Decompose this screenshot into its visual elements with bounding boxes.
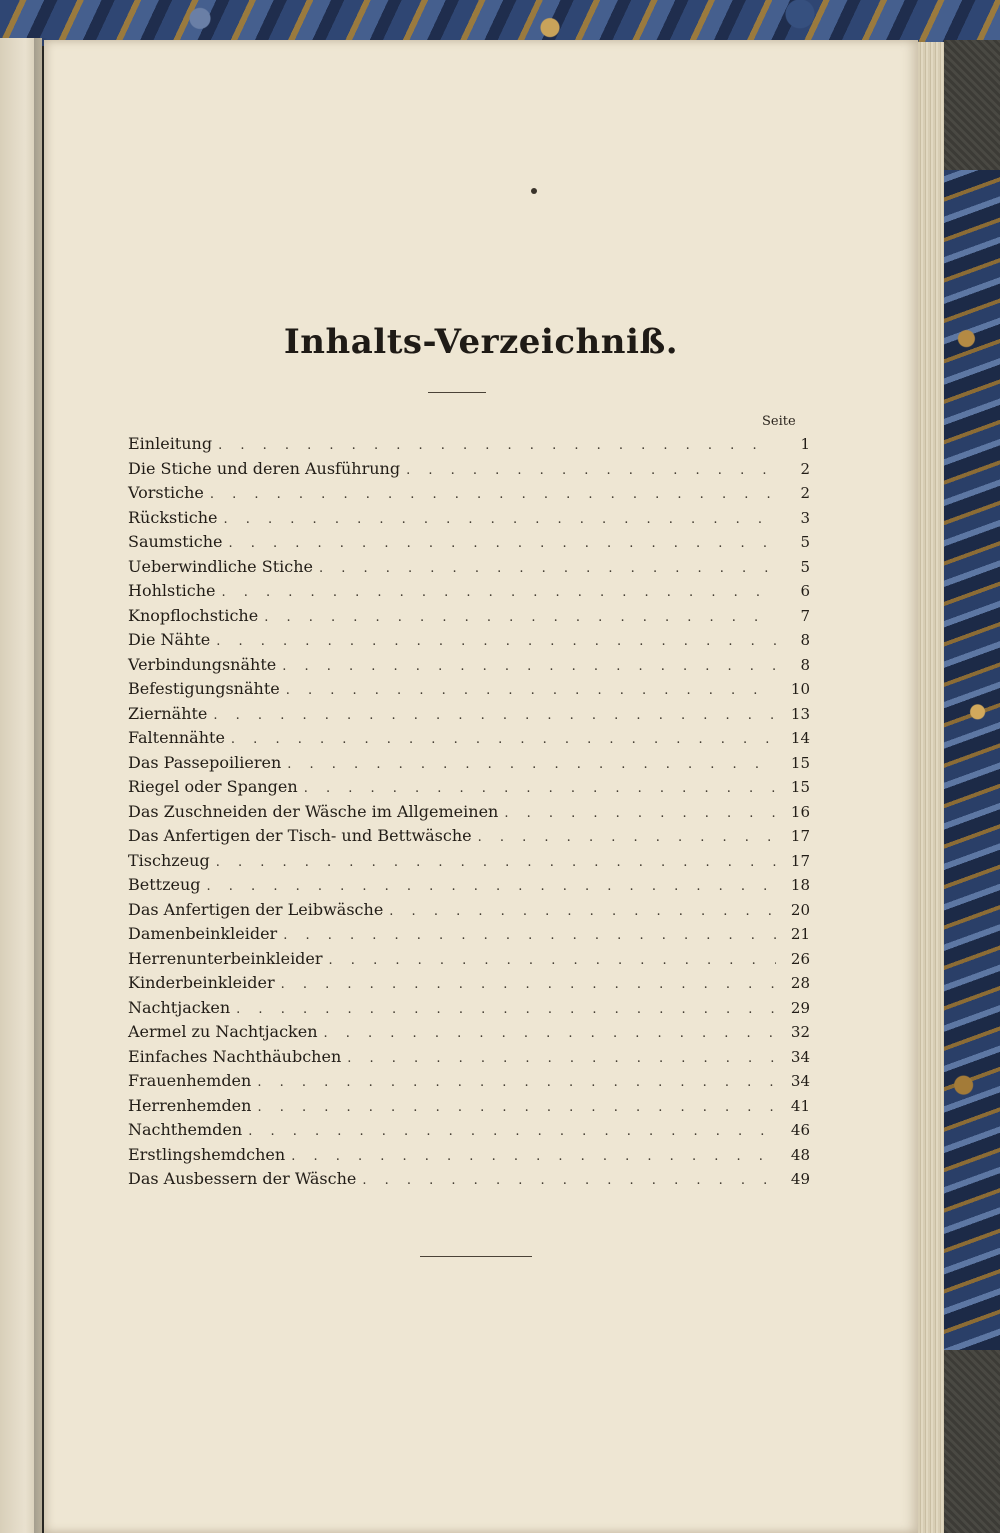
toc-entry-label: Die Nähte (128, 630, 211, 649)
toc-entry-page: 16 (790, 802, 810, 821)
leader-dots (319, 561, 776, 576)
toc-entry-label: Das Ausbessern der Wäsche (128, 1169, 357, 1188)
toc-entry-label: Riegel oder Spangen (128, 777, 298, 796)
leader-dots (224, 512, 777, 527)
toc-entry-page: 29 (790, 998, 810, 1017)
toc-entry-label: Rückstiche (128, 507, 218, 527)
leader-dots (210, 487, 776, 502)
toc-entry (128, 483, 810, 508)
toc-entry-label: Ueberwindliche Stiche (128, 556, 313, 576)
toc-entry-label: Einfaches Nachthäubchen (128, 1046, 342, 1066)
toc-entry-label: Erstlingshemdchen (128, 1144, 286, 1164)
toc-entry-label: Das Anfertigen der Leibwäsche (128, 899, 384, 919)
toc-entry-label: Vorstiche (128, 483, 204, 502)
leader-dots (406, 463, 776, 478)
toc-entry-label: Befestigungsnähte (128, 679, 280, 698)
leader-dots (324, 1026, 777, 1041)
title-divider (428, 392, 486, 393)
leader-dots (282, 659, 776, 674)
ink-dot (531, 188, 537, 194)
toc-entry (128, 434, 810, 459)
toc-entry (128, 802, 810, 827)
toc-entry-page: 14 (790, 729, 810, 747)
toc-entry (128, 728, 810, 753)
toc-entry-page: 2 (800, 484, 810, 502)
leader-dots (264, 610, 776, 625)
toc-entry (128, 753, 810, 778)
toc-entry-page: 1 (800, 435, 810, 453)
marbled-cover-edge (944, 40, 1000, 1533)
toc-entry-page: 7 (800, 606, 810, 625)
leader-dots (304, 781, 776, 796)
toc-entry-page: 15 (790, 753, 810, 772)
toc-entry (128, 826, 810, 851)
toc-entry (128, 655, 810, 680)
toc-entry-page: 18 (790, 876, 810, 894)
leader-dots (283, 928, 776, 943)
toc-entry (128, 1096, 810, 1121)
leader-dots (389, 904, 776, 919)
toc-entry-page: 17 (790, 827, 810, 845)
leader-dots (236, 1002, 776, 1017)
closing-divider (420, 1256, 532, 1257)
leader-dots (286, 683, 776, 698)
toc-entry-label: Bettzeug (128, 875, 201, 894)
table-of-contents (128, 434, 810, 1194)
leader-dots (216, 634, 776, 649)
page-column-header: Seite (762, 414, 796, 429)
toc-entry-page: 17 (790, 851, 810, 870)
toc-entry (128, 875, 810, 900)
toc-entry (128, 704, 810, 729)
toc-entry (128, 900, 810, 925)
toc-entry-label: Nachthemden (128, 1120, 243, 1139)
toc-entry (128, 998, 810, 1023)
toc-entry-label: Knopflochstiche (128, 605, 259, 625)
toc-entry (128, 679, 810, 704)
toc-entry-page: 49 (790, 1170, 810, 1188)
toc-entry-label: Die Stiche und deren Ausführung (128, 458, 401, 478)
toc-entry-page: 28 (790, 974, 810, 992)
leader-dots (362, 1173, 776, 1188)
toc-entry (128, 557, 810, 582)
cloth-cover-corner-bottom (944, 1350, 1000, 1533)
toc-entry-page: 3 (800, 508, 810, 527)
toc-entry-label: Nachtjacken (128, 997, 231, 1017)
toc-entry-label: Herrenhemden (128, 1095, 252, 1115)
toc-entry-page: 5 (800, 533, 810, 551)
leader-dots (347, 1051, 776, 1066)
toc-entry-page: 41 (790, 1096, 810, 1115)
toc-entry-label: Herrenunterbeinkleider (128, 948, 323, 968)
toc-entry-label: Frauenhemden (128, 1071, 252, 1090)
leader-dots (257, 1075, 776, 1090)
leader-dots (213, 708, 776, 723)
toc-entry (128, 1022, 810, 1047)
toc-entry-page: 26 (790, 949, 810, 968)
toc-entry (128, 924, 810, 949)
toc-entry-page: 32 (790, 1023, 810, 1041)
toc-entry-page: 48 (790, 1145, 810, 1164)
leader-dots (281, 977, 776, 992)
toc-entry-label: Aermel zu Nachtjacken (128, 1022, 318, 1041)
leader-dots (504, 806, 776, 821)
page-title: Inhalts-Verzeichniß. (283, 322, 679, 362)
toc-entry-label: Saumstiche (128, 532, 223, 551)
toc-entry (128, 1169, 810, 1194)
cloth-cover-corner-top (944, 40, 1000, 170)
leader-dots (329, 953, 776, 968)
toc-entry-page: 8 (800, 631, 810, 649)
toc-entry-page: 34 (790, 1072, 810, 1090)
toc-entry-label: Kinderbeinkleider (128, 973, 275, 992)
toc-entry-label: Einleitung (128, 434, 213, 453)
toc-entry-page: 2 (800, 459, 810, 478)
toc-entry (128, 606, 810, 631)
toc-entry-page: 6 (800, 582, 810, 600)
page-stack-edge (918, 42, 944, 1533)
toc-entry-label: Das Anfertigen der Tisch- und Bettwäsche (128, 826, 472, 845)
toc-entry (128, 777, 810, 802)
toc-entry-label: Damenbeinkleider (128, 924, 278, 943)
toc-entry-label: Tischzeug (128, 850, 210, 870)
toc-entry (128, 1071, 810, 1096)
toc-entry (128, 949, 810, 974)
toc-entry (128, 630, 810, 655)
toc-entry-page: 8 (800, 655, 810, 674)
toc-entry (128, 1145, 810, 1170)
toc-entry-page: 5 (800, 557, 810, 576)
leader-dots (216, 855, 776, 870)
toc-entry (128, 581, 810, 606)
toc-entry-label: Hohlstiche (128, 581, 216, 600)
leader-dots (218, 438, 776, 453)
toc-entry-page: 46 (790, 1121, 810, 1139)
leader-dots (222, 585, 777, 600)
toc-entry (128, 1120, 810, 1145)
toc-entry-label: Ziernähte (128, 703, 208, 723)
toc-entry-page: 21 (790, 925, 810, 943)
toc-entry-page: 10 (790, 680, 810, 698)
leader-dots (478, 830, 776, 845)
leader-dots (207, 879, 776, 894)
leader-dots (248, 1124, 776, 1139)
toc-entry-page: 15 (790, 778, 810, 796)
toc-entry-page: 20 (790, 900, 810, 919)
leader-dots (231, 732, 776, 747)
toc-entry-page: 13 (790, 704, 810, 723)
leader-dots (287, 757, 776, 772)
leader-dots (257, 1100, 776, 1115)
toc-entry-label: Das Passepoilieren (128, 752, 282, 772)
toc-entry (128, 851, 810, 876)
toc-entry (128, 508, 810, 533)
toc-entry (128, 973, 810, 998)
toc-entry-page: 34 (790, 1047, 810, 1066)
toc-entry (128, 532, 810, 557)
toc-entry (128, 1047, 810, 1072)
toc-entry-label: Faltennähte (128, 728, 225, 747)
toc-entry (128, 459, 810, 484)
leader-dots (228, 536, 776, 551)
toc-entry-label: Das Zuschneiden der Wäsche im Allgemeinen (128, 801, 499, 821)
leader-dots (291, 1149, 776, 1164)
toc-entry-label: Verbindungsnähte (128, 654, 277, 674)
